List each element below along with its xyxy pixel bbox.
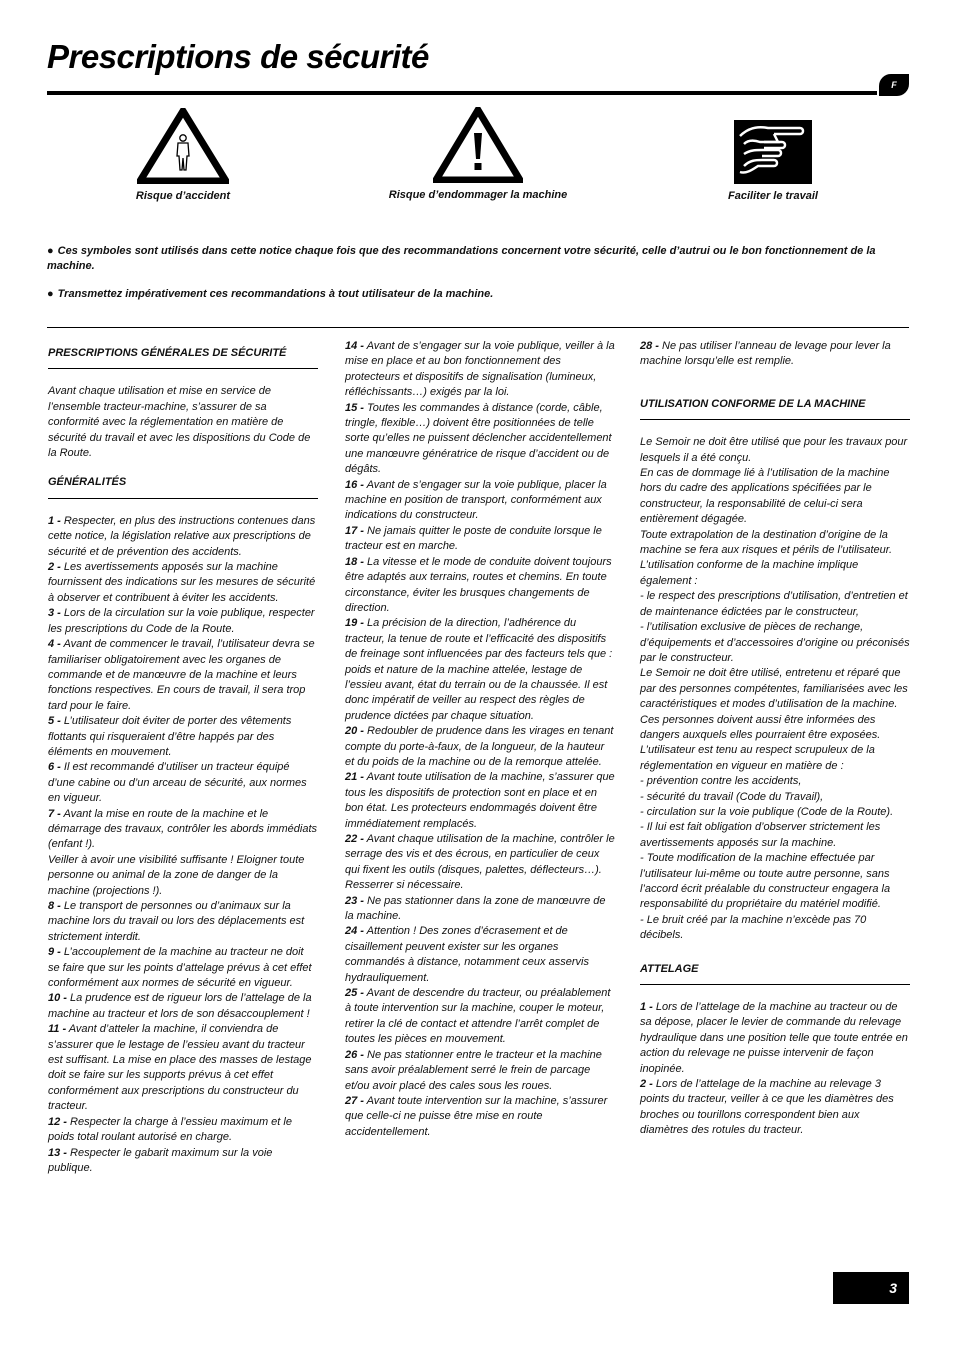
- item-number: 13 -: [48, 1146, 67, 1159]
- item-number: 14 -: [345, 340, 364, 352]
- item-text: Avant la mise en route de la machine et le démarrage des travaux, contrôler les abords immédiats (enfant !).: [48, 807, 318, 851]
- list-item: [48, 991, 318, 1022]
- list-item: [48, 945, 318, 991]
- paragraph: Le Semoir ne doit être utilisé que pour les travaux pour lesquels il a été conçu.: [640, 436, 908, 464]
- list-item: [345, 616, 615, 724]
- item-number: 22 -: [345, 833, 364, 845]
- item-number: 11 -: [48, 1023, 67, 1036]
- list-item: [345, 339, 615, 401]
- item-number: 10 -: [48, 992, 67, 1005]
- list-item: [345, 770, 615, 832]
- symbol-caption: Faciliter le travail: [728, 190, 818, 202]
- item-text: L’accouplement de la machine au tracteur ne doit se faire que sur les points d’attelage prévus à cet effet conformément aux normes de sécurité en vigueur.: [48, 946, 312, 990]
- note-text: Transmettez impérativement ces recommandations à tout utilisateur de la machine.: [57, 288, 494, 300]
- list-item: [640, 1077, 910, 1139]
- symbol-caption: Risque d’accident: [135, 190, 231, 202]
- list-item: [345, 1048, 615, 1094]
- item-text: Ne pas stationner dans la zone de manœuvre de la machine.: [345, 894, 606, 923]
- section-heading-hitching: ATTELAGE: [640, 962, 910, 985]
- title-rule: [47, 91, 877, 95]
- item-number: 27 -: [345, 1094, 364, 1107]
- item-text: Ne pas stationner entre le tracteur et la machine sans avoir préalablement serré le frein de parcage et/ou avoir placé des cales sous les roues.: [345, 1048, 602, 1092]
- column-3: [640, 339, 910, 1139]
- list-item: [345, 924, 615, 986]
- item-text: Redoubler de prudence dans les virages en tenant compte du porte-à-faux, de la longueur, de la hauteur et du poids de la machine ou de la remorque attelée.: [345, 725, 614, 768]
- item-number: 20 -: [345, 725, 364, 738]
- section-heading-intended-use: UTILISATION CONFORME DE LA MACHINE: [640, 397, 910, 420]
- item-text: Ne jamais quitter le poste de conduite lorsque le tracteur est en marche.: [345, 524, 602, 553]
- item-text: Ne pas utiliser l’anneau de levage pour lever la machine lorsqu’elle est remplie.: [640, 340, 891, 368]
- page-title: Prescriptions de sécurité: [47, 38, 429, 75]
- paragraph: - Il lui est fait obligation d’observer strictement les avertissements apposés sur la machine.: [640, 821, 881, 849]
- item-text: Respecter le gabarit maximum sur la voie publique.: [48, 1146, 273, 1174]
- exclamation-warning-triangle-icon: [433, 107, 523, 183]
- item-text: La précision de la direction, l’adhérence du tracteur, la tenue de route et l’efficacité des dispositifs de freinage sont influencées par des facteurs tels que : poids et nature de la machine attelée, lestage de l’essieu avant, état du terrain ou de la chaussée. Il est donc impératif de veiller au respect des règles de prudence dictées par chaque situation.: [345, 617, 613, 722]
- list-item: [345, 724, 615, 770]
- paragraph: - Le bruit créé par la machine n’excède pas 70 décibels.: [640, 913, 867, 942]
- paragraph: - sécurité du travail (Code du Travail),: [640, 790, 824, 803]
- item-text: Lors de l’attelage de la machine au relevage 3 points du tracteur, veiller à ce que les diamètres des broches ou tourillons correspondent bien aux diamètres des rotules du tracteur.: [640, 1078, 894, 1137]
- item-number: 26 -: [345, 1048, 364, 1061]
- item-number: 15 -: [345, 401, 364, 414]
- list-item: [48, 637, 318, 714]
- list-item: [48, 1022, 318, 1114]
- list-item: [345, 555, 615, 617]
- item-text: La vitesse et le mode de conduite doivent toujours être adaptés aux terrains, routes et chemins. En toute circonstance, éviter les brusques changements de direction.: [345, 555, 612, 614]
- item-text: Les avertissements apposés sur la machine fournissent des indications sur les mesures de sécurité à observer et contribuent à éviter les accidents.: [48, 561, 316, 604]
- list-item: [345, 894, 615, 925]
- column-2: [345, 339, 615, 1140]
- item-number: 1 -: [48, 514, 61, 527]
- item-text: L’utilisateur doit éviter de porter des vêtements flottants qui risqueraient d’être happés par des éléments en mouvement.: [48, 715, 292, 758]
- item-text: Avant de s’engager sur la voie publique, veiller à la mise en place et au bon fonctionnement des protecteurs et dispositifs de signalisation (lumineux, réfléchissants…) exigés par la loi.: [345, 340, 615, 399]
- item-number: 12 -: [48, 1115, 67, 1128]
- item-number: 16 -: [345, 478, 364, 491]
- item-text: Avant de commencer le travail, l’utilisateur devra se familiariser obligatoirement avec les organes de commande et de manœuvre de la machine et leurs fonctions respectives. En cours de travail, il sera trop tard pour le faire.: [48, 638, 315, 712]
- item-number: 19 -: [345, 617, 364, 630]
- item-number: 25 -: [345, 987, 364, 1000]
- item-number: 21 -: [345, 771, 364, 784]
- intro-paragraph: Avant chaque utilisation et mise en service de l’ensemble tracteur-machine, s’assurer de sa conformité avec la réglementation en matière de sécurité du travail et avec les dispositions du Code de la Route.: [48, 385, 311, 460]
- item-text: Avant de s’engager sur la voie publique, placer la machine en position de transport, conformément aux indications du constructeur.: [345, 478, 607, 522]
- item-number: 2 -: [48, 561, 61, 574]
- symbol-machine-damage-risk: [367, 107, 589, 201]
- note-text: Ces symboles sont utilisés dans cette notice chaque fois que des recommandations concernent votre sécurité, celle d’autrui ou le bon fonctionnement de la machine.: [47, 245, 876, 272]
- item-number: 23 -: [345, 894, 364, 907]
- symbol-caption: Risque d’endommager la machine: [388, 189, 568, 201]
- item-number: 6 -: [48, 761, 61, 774]
- list-item: [48, 1146, 318, 1177]
- list-item: [48, 807, 318, 853]
- bullet-icon: ●: [47, 245, 54, 257]
- pointing-hand-icon: [734, 120, 812, 184]
- item-text: Lors de l’attelage de la machine au tracteur ou de sa dépose, placer le levier de commande du relevage hydraulique dans une position telle que toute entrée en action du relevage ne puisse intervenir de façon inopinée.: [640, 1001, 908, 1075]
- item-text: Le transport de personnes ou d’animaux sur la machine lors du travail ou lors des déplacements est strictement interdit.: [48, 900, 305, 943]
- page-number: 3: [833, 1272, 909, 1304]
- note-transmit: [47, 287, 909, 302]
- item-number: 1 -: [640, 1001, 653, 1014]
- item-number: 8 -: [48, 900, 61, 912]
- list-item: [48, 514, 318, 560]
- note-symbols: [47, 244, 909, 274]
- list-item: [48, 899, 318, 945]
- symbol-accident-risk: [113, 108, 253, 202]
- item-text: Toutes les commandes à distance (corde, câble, tringle, flexible…) doivent être positionnées de telle sorte qu’elles ne puissent déclencher accidentellement une manœuvre génératrice de risque d’accident ou de dégâts.: [345, 401, 612, 476]
- paragraph: - le respect des prescriptions d’utilisation, d’entretien et de maintenance édictées par le constructeur,: [640, 590, 908, 618]
- paragraph: - l’utilisation exclusive de pièces de rechange, d’équipements et d’accessoires d’origine ou préconisés par le constructeur.: [640, 621, 910, 664]
- list-item: [640, 339, 910, 370]
- bullet-icon: ●: [47, 288, 54, 300]
- item-text: La prudence est de rigueur lors de l’attelage de la machine au tracteur et lors de son désaccouplement !: [48, 992, 312, 1020]
- list-item: [345, 401, 615, 478]
- item-number: 18 -: [345, 555, 364, 568]
- item-number: 4 -: [48, 638, 61, 651]
- list-item: [48, 606, 318, 637]
- section-heading-generalities: GÉNÉRALITÉS: [48, 475, 318, 498]
- person-warning-triangle-icon: [137, 108, 229, 184]
- paragraph: - Toute modification de la machine effectuée par l’utilisateur lui-même ou toute autre personne, sans l’accord écrit préalable du constructeur engagera la responsabilité du propriétaire du matériel modifié.: [640, 852, 891, 911]
- paragraph: - prévention contre les accidents,: [640, 775, 802, 788]
- section-rule: [47, 327, 909, 328]
- section-heading-general-safety: PRESCRIPTIONS GÉNÉRALES DE SÉCURITÉ: [48, 346, 318, 369]
- list-item-continuation: Veiller à avoir une visibilité suffisante ! Eloigner toute personne ou animal de la zone de danger de la machine (projections !).: [48, 853, 305, 897]
- item-text: Avant chaque utilisation de la machine, contrôler le serrage des vis et des écrous, en particulier de ceux qui fixent les outils (disques, palettes, déflecteurs…). Resserrer si nécessaire.: [345, 833, 615, 892]
- list-item: [345, 478, 615, 524]
- item-number: 7 -: [48, 807, 61, 820]
- item-number: 5 -: [48, 715, 61, 728]
- item-number: 3 -: [48, 607, 61, 620]
- item-text: Avant d’atteler la machine, il conviendra de s’assurer que le lestage de l’essieu avant du tracteur est suffisant. La mise en place des masses de lestage doit se faire sur les supports prévus à cet effet conformément aux prescriptions du constructeur du tracteur.: [48, 1023, 312, 1113]
- paragraph: Toute extrapolation de la destination d’origine de la machine se fera aux risques et périls de l’utilisateur.: [640, 528, 893, 557]
- list-item: [640, 1000, 910, 1077]
- item-text: Lors de la circulation sur la voie publique, respecter les prescriptions du Code de la Route.: [48, 607, 315, 635]
- list-item: [48, 714, 318, 760]
- paragraph: - circulation sur la voie publique (Code de la Route).: [640, 805, 894, 818]
- item-number: 24 -: [345, 925, 364, 938]
- item-text: Il est recommandé d’utiliser un tracteur équipé d’une cabine ou d’un arceau de sécurité, aux normes en vigueur.: [48, 761, 307, 805]
- paragraph: Le Semoir ne doit être utilisé, entretenu et réparé que par des personnes compétentes, familiarisées avec les caractéristiques et modes d’utilisation de la machine. Ces personnes doivent aussi être informées des dangers auxquels elles pourraient être exposées.: [640, 667, 908, 741]
- item-text: Avant toute intervention sur la machine, s’assurer que celle-ci ne puisse être mise en route accidentellement.: [345, 1094, 608, 1138]
- list-item: [48, 1115, 318, 1146]
- item-text: Avant de descendre du tracteur, ou préalablement à toute intervention sur la machine, couper le moteur, retirer la clé de contact et attendre l’arrêt complet de toutes les pièces en mouvement.: [345, 987, 611, 1046]
- language-badge: F: [879, 74, 909, 96]
- item-number: 17 -: [345, 524, 364, 537]
- list-item: [345, 986, 615, 1048]
- item-number: 9 -: [48, 946, 61, 959]
- list-item: [345, 832, 615, 894]
- list-item: [48, 760, 318, 806]
- paragraph: L’utilisation conforme de la machine implique également :: [640, 559, 859, 587]
- list-item: [345, 1094, 615, 1140]
- item-number: 28 -: [640, 340, 659, 352]
- paragraph: En cas de dommage lié à l’utilisation de la machine hors du cadre des applications spécifiées par le constructeur, la responsabilité de celui-ci sera entièrement dégagée.: [640, 467, 890, 526]
- item-number: 2 -: [640, 1078, 653, 1091]
- item-text: Avant toute utilisation de la machine, s’assurer que tous les dispositifs de protection sont en place et en bon état. Les protecteurs endommagés doivent être immédiatement remplacés.: [345, 771, 615, 830]
- column-1: [48, 346, 318, 1176]
- item-text: Respecter, en plus des instructions contenues dans cette notice, la législation relative aux prescriptions de sécurité et de prévention des accidents.: [48, 514, 316, 558]
- symbol-ease-work: [703, 120, 843, 202]
- item-text: Respecter la charge à l’essieu maximum et le poids total roulant autorisé en charge.: [48, 1115, 292, 1144]
- item-text: Attention ! Des zones d’écrasement et de cisaillement peuvent exister sur les organes commandés à distance, notamment ceux asservis hydrauliquement.: [345, 925, 589, 984]
- list-item: [48, 560, 318, 606]
- list-item: [345, 524, 615, 555]
- paragraph: L’utilisateur est tenu au respect scrupuleux de la réglementation en vigueur en matière de :: [640, 744, 875, 772]
